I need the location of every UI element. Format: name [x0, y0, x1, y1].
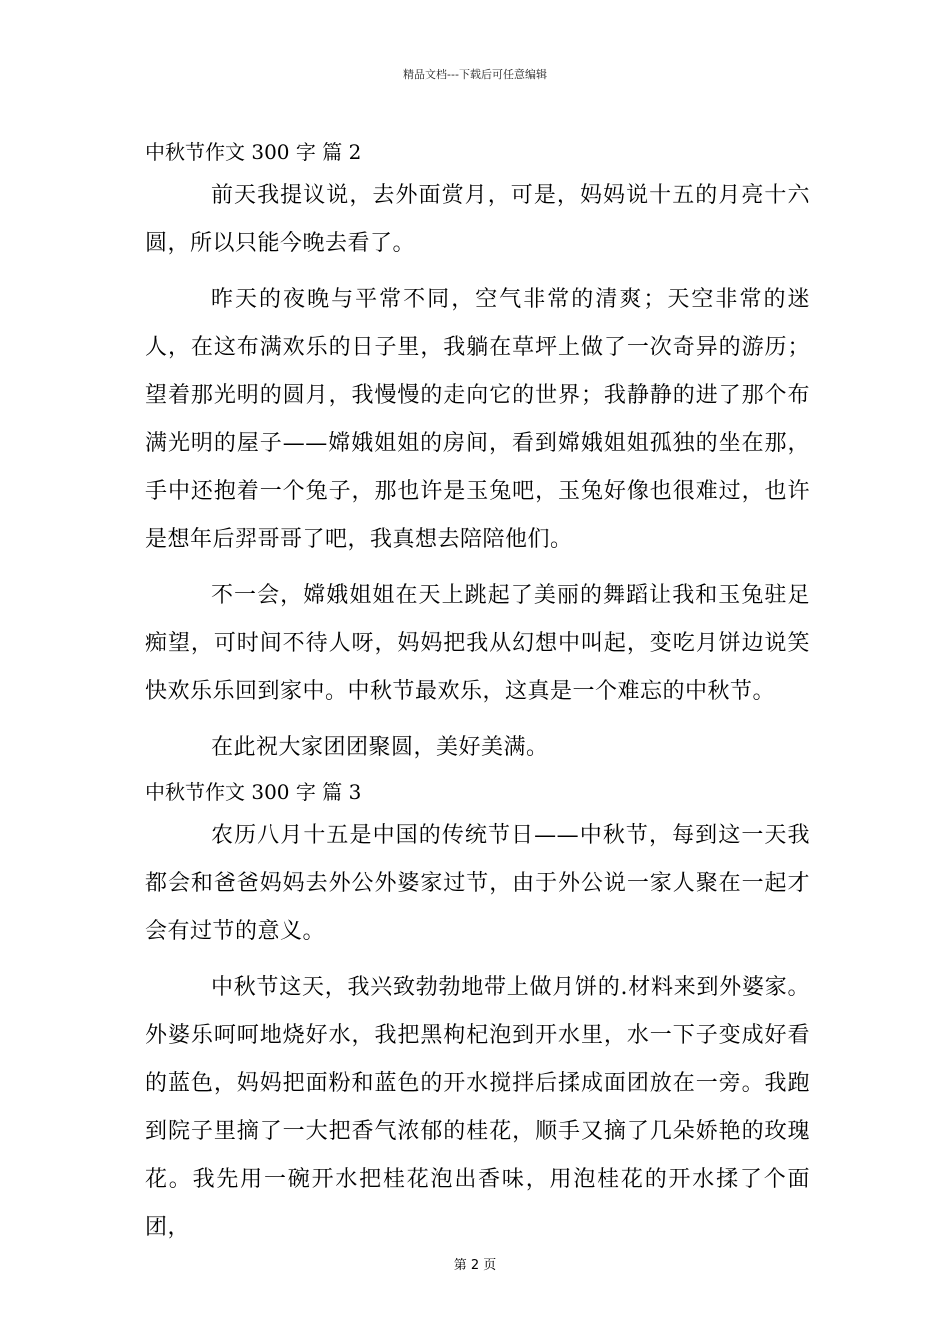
section-heading: 中秋节作文 300 字 篇 3 — [145, 780, 362, 804]
paragraph: 农历八月十五是中国的传统节日——中秋节，每到这一天我都会和爸爸妈妈去外公外婆家过节，由于外公说一家人聚在一起才会有过节的意义。 — [145, 823, 810, 944]
paragraph: 不一会，嫦娥姐姐在天上跳起了美丽的舞蹈让我和玉兔驻足痴望，可时间不待人呀，妈妈把我从幻想中叫起，变吃月饼边说笑快欢乐乐回到家中。中秋节最欢乐，这真是一个难忘的中秋节。 — [145, 583, 810, 704]
paragraph: 昨天的夜晚与平常不同，空气非常的清爽；天空非常的迷人，在这布满欢乐的日子里，我躺在草坪上做了一次奇异的游历；望着那光明的圆月，我慢慢的走向它的世界；我静静的进了那个布满光明的屋子——嫦娥姐姐的房间，看到嫦娥姐姐孤独的坐在那，手中还抱着一个兔子，那也许是玉兔吧，玉兔好像也很难过，也许是想年后羿哥哥了吧，我真想去陪陪他们。 — [145, 287, 810, 552]
paragraph: 前天我提议说，去外面赏月，可是，妈妈说十五的月亮十六圆，所以只能今晚去看了。 — [145, 183, 810, 256]
page-header: 精品文档---下载后可任意编辑 — [403, 68, 547, 81]
page-number: 第 2 页 — [453, 1258, 497, 1273]
paragraph: 在此祝大家团团聚圆，美好美满。 — [211, 735, 549, 760]
document-body — [145, 132, 810, 1260]
section-heading: 中秋节作文 300 字 篇 2 — [145, 140, 362, 164]
paragraph: 中秋节这天，我兴致勃勃地带上做月饼的.材料来到外婆家。外婆乐呵呵地烧好水，我把黑枸杞泡到开水里，水一下子变成好看的蓝色，妈妈把面粉和蓝色的开水搅拌后揉成面团放在一旁。我跑到院子里摘了一大把香气浓郁的桂花，顺手又摘了几朵娇艳的玫瑰花。我先用一碗开水把桂花泡出香味，用泡桂花的开水揉了个面团， — [145, 975, 810, 1240]
